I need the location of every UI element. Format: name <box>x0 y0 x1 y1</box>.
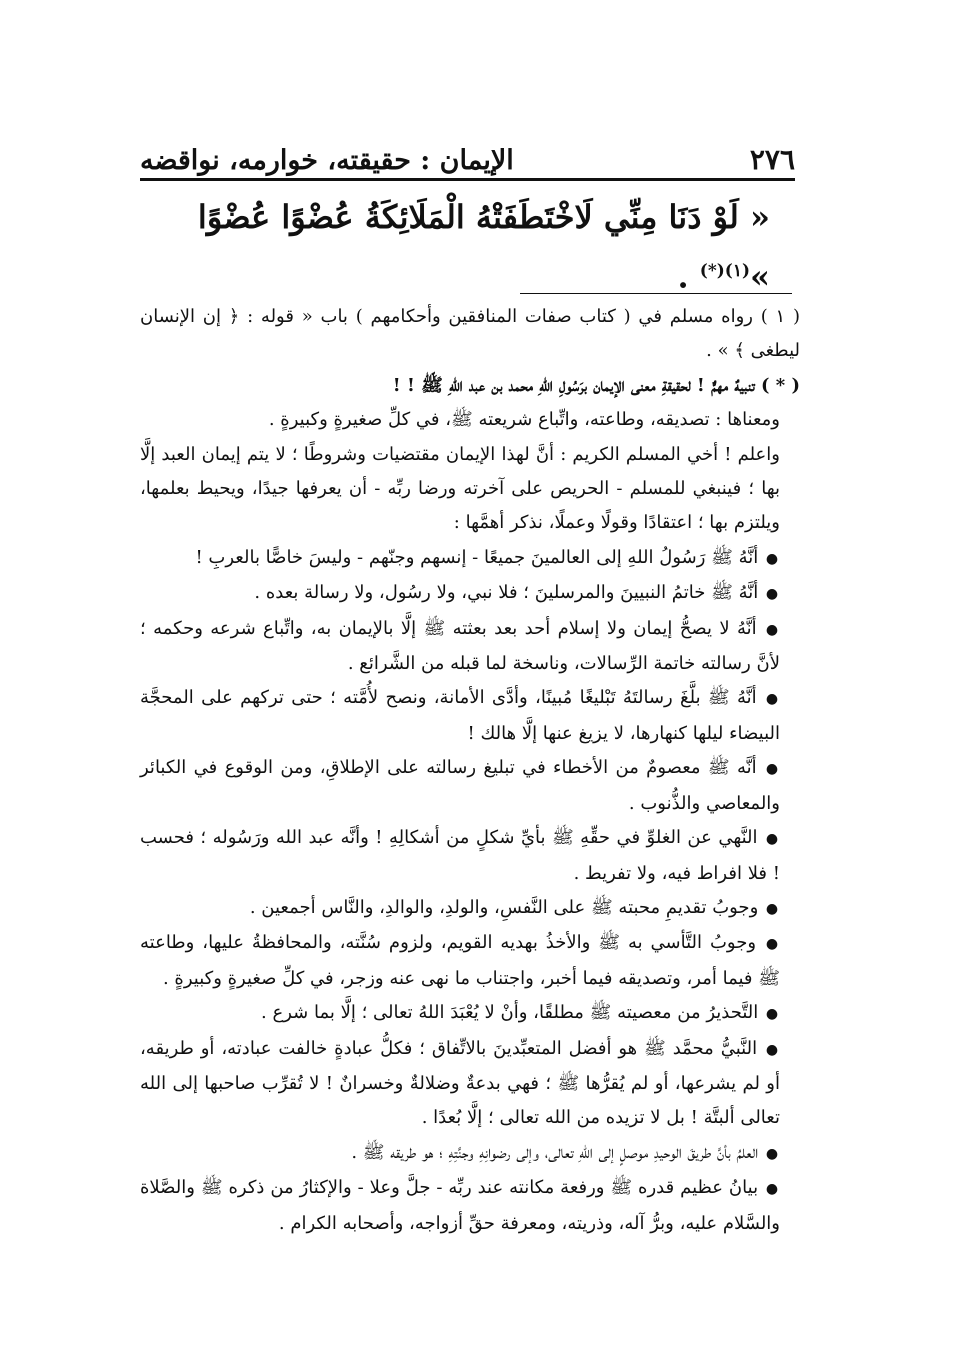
footnotes <box>140 300 800 1241</box>
bullet-text: العلمُ بأنَّ طريقَ الوحيدِ موصلٍ إلى اللهِ تعالى، وإلى رضوانِهِ وجنَّتِهِ ؛ هو طريقه ﷺ . <box>351 1141 759 1163</box>
footnote-separator <box>520 293 792 294</box>
bullet-text: أنَّهُ لا يصحُّ إيمان ولا إسلام أحد بعد بعثته ﷺ إلَّا بالإيمان به، واتِّباع شرعه وحكمه ؛ لأنَّ رسالته خاتمة الرِّسالات، وناسخة لما قبله من الشَّرائع . <box>140 617 780 675</box>
bullet-text: أنَّهُ ﷺ رَسُولُ اللهِ إلى العالمينَ جميعًا - إنسهم وجنّهم - وليسَ خاصًّا بالعربِ ! <box>195 546 759 568</box>
bullet-icon: ● <box>765 936 779 953</box>
bullet-text: وجوبُ تقديمِ محبته ﷺ على النَّفسِ، والولدِ، والوالدِ، والنَّاس أجمعين . <box>249 896 759 918</box>
bullet-item <box>140 541 800 576</box>
bullet-icon: ● <box>765 586 779 603</box>
bullet-item <box>140 821 800 891</box>
bullet-item <box>140 576 800 611</box>
bullet-item <box>140 926 800 996</box>
hadith-text: « لَوْ دَنَا مِنِّي لَاخْتَطَفَتْهُ الْمَلَائِكَةُ عُضْوًا عُضْوًا » <box>197 198 770 296</box>
bullet-text: النَّهي عن الغلوِّ في حقِّهِ ﷺ بأيِّ شكلٍ من أشكالِهِ ! وأنَّه عبد الله ورَسُوله ؛ فحسب ! فلا افراط فيه، ولا تفريط . <box>140 827 780 884</box>
bullet-icon: ● <box>765 1145 779 1162</box>
page-header <box>140 140 795 176</box>
bullet-item <box>140 751 800 821</box>
footnote-1: ( ١ ) رواه مسلم في ( كتاب صفات المنافقين وأحكامهم ) باب « قوله : ﴿ إن الإنسان ليطغى ﴾ » . <box>140 306 800 362</box>
footnote-marker: (١)(*) <box>699 261 750 281</box>
bullet-text: أنَّه ﷺ معصومٌ من الأخطاء في تبليغ رسالته على الإطلاقِ، ومن الوقوع في الكبائر والمعاصي والذُّنوب . <box>140 757 780 814</box>
bullet-text: بيانُ عظيم قدره ﷺ ورفعة مكانته عند ربِّه - جلَّ وعلا - والإكثارُ من ذكره ﷺ والصَّلاة والسَّلام عليه، وبرُّ آله، وذريته، ومعرفة حقِّ أزواجه، وأصحابه الكرام . <box>140 1177 780 1234</box>
note-intro: واعلم ! أخي المسلم الكريم : أنَّ لهذا الإيمان مقتضيات وشروطًا ؛ لا يتم إيمان العبد إلَّا بها ؛ فينبغي للمسلم - الحريص على آخرته ورضا ربِّه - أن يعرفها جيدًا، ويحيط بعلمها، ويلتزم بها ؛ اعتقادًا وقولًا وعملًا، نذكر أهمَّها : <box>140 443 780 534</box>
bullet-icon: ● <box>765 1006 779 1023</box>
page-number: ٢٧٦ <box>749 143 795 176</box>
bullet-icon: ● <box>765 900 779 917</box>
hadith-quote <box>150 190 770 304</box>
bullet-text: التَّحذيرُ من معصيته ﷺ مطلقًا، وأنْ لا يُعْبَدَ اللهُ تعالى ؛ إلَّا بما شرع . <box>261 1002 759 1024</box>
bullet-icon: ● <box>765 550 779 567</box>
bullet-text: النَّبيُّ محمَّد ﷺ هو أفضل المتعبِّدينَ بالاتِّفاق ؛ فكلُّ عبادةٍ خالفت عبادته، أو طريقه، أو لم يشرعها، أو لم يُقرُّها ﷺ ؛ فهي بدعةٌ وضلالةٌ وخسرانٌ ! لا تُقرِّب صاحبها إلى الله تعالى ألبتَّة ! بل لا تزيده من الله تعالى ؛ إلَّا بُعدًا . <box>140 1037 780 1129</box>
bullet-icon: ● <box>765 691 779 708</box>
note-meaning: ومعناها : تصديقه، وطاعته، واتِّباع شريعته ﷺ، في كلِّ صغيرةٍ وكبيرةٍ . <box>268 409 780 431</box>
bullet-icon: ● <box>765 1181 779 1198</box>
bullet-text: أنَّهُ ﷺ بلَّغَ رسالتَهُ تَبْليغًا مُبينًا، وأدَّى الأمانة، ونصح لأُمَّته ؛ حتى تركهم على المحجَّة البيضاء ليلها كنهارها، لا يزيغ عنها إلَّا هالك ! <box>140 687 780 744</box>
bullet-text: أنَّهُ ﷺ خاتمُ النبيينَ والمرسلينَ ؛ فلا نبي، ولا رسُول، ولا رسالة بعده . <box>254 582 759 604</box>
bullet-item <box>140 1171 800 1241</box>
bullet-item <box>140 1032 800 1136</box>
bullet-icon: ● <box>765 831 779 848</box>
note-heading: ( * ) تنبيهٌ مهمٌّ ! لحقيقةِ معنى الإيمان برَسُولِ اللهِ محمد بن عبد اللهِ ﷺ ! ! <box>392 374 800 396</box>
bullet-item <box>140 681 800 751</box>
bullet-item <box>140 891 800 926</box>
bullet-text: وجوبُ التَّأسي به ﷺ والأخذُ بهديه القويم، ولزوم سُنَّته، والمحافظةُ عليها، وطاعته ﷺ فيما أمر، وتصديقه فيما أخبر، واجتناب ما نهى عنه وزجر، في كلِّ صغيرةٍ وكبيرةٍ . <box>140 932 780 989</box>
bullet-icon: ● <box>765 1041 779 1058</box>
header-rule <box>140 178 795 181</box>
bullet-icon: ● <box>765 761 779 778</box>
bullet-item <box>140 996 800 1031</box>
running-title: الإيمان : حقيقته، خوارمه، نواقضه <box>140 145 514 176</box>
bullet-item <box>140 612 800 682</box>
bullet-icon: ● <box>765 621 779 638</box>
bullet-item <box>140 1136 800 1171</box>
hadith-end: . <box>677 257 700 296</box>
